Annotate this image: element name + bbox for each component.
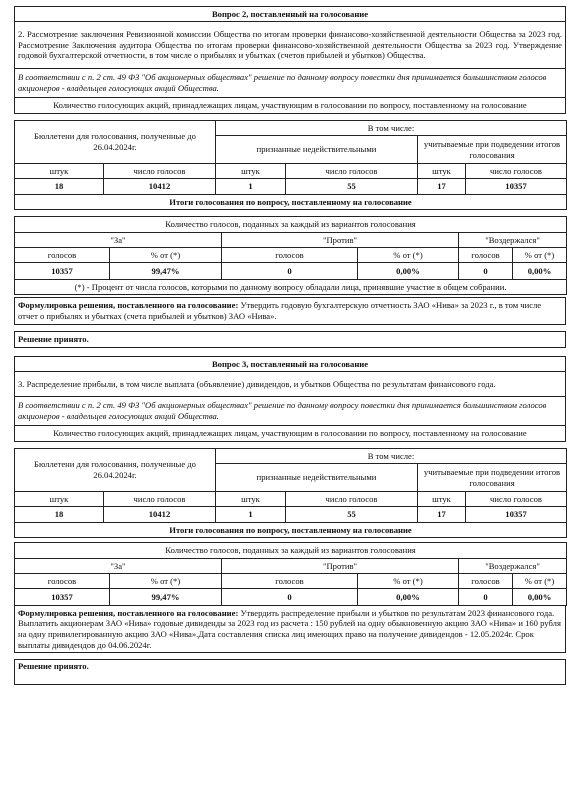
col-header: число голосов — [104, 164, 216, 179]
col-header: штук — [216, 164, 286, 179]
q3-formula-block — [14, 606, 566, 653]
col-header: % от (*) — [110, 248, 222, 263]
col-header: число голосов — [104, 492, 216, 507]
q2-against-pct: 0,00% — [358, 263, 459, 280]
q2-invalid-label: признанные недействительными — [216, 136, 418, 164]
q2-ballots-votes: 10412 — [104, 179, 216, 195]
q2-in-that: В том числе: — [216, 121, 567, 136]
q2-abstain-pct: 0,00% — [513, 263, 567, 280]
q2-votes-caption: Количество голосующих акций, принадлежащих лицам, участвующим в голосовании по вопросу, поставленному на голосование — [15, 98, 566, 114]
q2-counted-votes: 10357 — [466, 179, 567, 195]
q2-counted-pcs: 17 — [418, 179, 466, 195]
q2-formula — [15, 298, 566, 325]
q3-counted-votes: 10357 — [466, 507, 567, 523]
col-header: голосов — [459, 574, 513, 589]
q3-against-header: "Против" — [222, 559, 459, 574]
col-header: голосов — [15, 248, 110, 263]
q2-title: Вопрос 2, поставленный на голосование — [15, 7, 566, 22]
q2-for-votes: 10357 — [15, 263, 110, 280]
col-header: штук — [216, 492, 286, 507]
q2-invalid-votes: 55 — [286, 179, 418, 195]
q2-formula-block — [14, 297, 566, 325]
q3-votes-caption: Количество голосующих акций, принадлежащих лицам, участвующим в голосовании по вопросу, поставленному на голосование — [15, 426, 566, 442]
col-header: % от (*) — [358, 248, 459, 263]
q3-formula — [15, 606, 566, 653]
q3-for-votes: 10357 — [15, 589, 110, 606]
q2-against-votes: 0 — [222, 263, 358, 280]
q2-ballots-label: Бюллетени для голосования, полученные до 26.04.2024г. — [15, 121, 216, 164]
q3-abstain-votes: 0 — [459, 589, 513, 606]
col-header: голосов — [459, 248, 513, 263]
q2-results-title: Итоги голосования по вопросу, поставленному на голосование — [15, 195, 567, 210]
q3-against-pct: 0,00% — [358, 589, 459, 606]
col-header: число голосов — [466, 492, 567, 507]
q3-law-note: В соответствии с п. 2 ст. 49 ФЗ "Об акционерных обществах" решение по данному вопросу повестки дня принимается большинством голосов акционеров - владельцев голосующих акций Общества. — [15, 397, 566, 426]
col-header: голосов — [15, 574, 110, 589]
q2-block — [14, 6, 566, 114]
col-header: штук — [418, 492, 466, 507]
q3-counted-pcs: 17 — [418, 507, 466, 523]
q3-text: 3. Распределение прибыли, в том числе выплата (объявление) дивидендов, и убытков Общества по результатам финансового года. — [15, 372, 566, 397]
q2-formula-text: Утвердить годовую бухгалтерскую отчетность ЗАО «Нива» за 2023 г., в том числе отчет о прибылях и убытках (счета прибылей и убытков) ЗАО «Нива». — [18, 300, 542, 321]
q2-abstain-votes: 0 — [459, 263, 513, 280]
q3-ballots-label: Бюллетени для голосования, полученные до 26.04.2024г. — [15, 449, 216, 492]
q3-invalid-label: признанные недействительными — [216, 464, 418, 492]
q3-in-that: В том числе: — [216, 449, 567, 464]
q2-formula-label: Формулировка решения, поставленного на голосование: — [18, 300, 239, 311]
q2-decision-block — [14, 331, 566, 348]
q3-for-header: "За" — [15, 559, 222, 574]
q3-ballots-table — [14, 448, 567, 538]
col-header: число голосов — [466, 164, 567, 179]
q3-count-caption: Количество голосов, поданных за каждый из вариантов голосования — [15, 543, 567, 559]
col-header: штук — [15, 492, 104, 507]
q2-for-header: "За" — [15, 233, 222, 248]
q3-block — [14, 356, 566, 442]
col-header: % от (*) — [110, 574, 222, 589]
q3-formula-label: Формулировка решения, поставленного на голосование: — [18, 607, 239, 618]
q3-results-table — [14, 542, 567, 606]
col-header: штук — [418, 164, 466, 179]
q3-ballots-pcs: 18 — [15, 507, 104, 523]
col-header: штук — [15, 164, 104, 179]
q3-decision: Решение принято. — [15, 660, 566, 685]
q2-against-header: "Против" — [222, 233, 459, 248]
q2-abstain-header: "Воздержался" — [459, 233, 567, 248]
q3-title: Вопрос 3, поставленный на голосование — [15, 357, 566, 372]
col-header: голосов — [222, 574, 358, 589]
q3-abstain-pct: 0,00% — [513, 589, 567, 606]
q3-abstain-header: "Воздержался" — [459, 559, 567, 574]
q2-invalid-pcs: 1 — [216, 179, 286, 195]
q2-ballots-table — [14, 120, 567, 210]
q2-count-caption: Количество голосов, поданных за каждый из вариантов голосования — [15, 217, 567, 233]
q2-footnote: (*) - Процент от числа голосов, которыми по данному вопросу обладали лица, принявшие участие в общем собрании. — [15, 280, 567, 295]
col-header: % от (*) — [358, 574, 459, 589]
q3-decision-block — [14, 659, 566, 685]
q2-text: 2. Рассмотрение заключения Ревизионной комиссии Общества по итогам проверки финансово-хозяйственной деятельности Общества за 2023 год. Рассмотрение Заключения аудитора Общества по итогам проверки финансово-хозяйственной деятельности Общества за 2023 год. Утверждение годовой бухгалтерской отчетности, в том числе о прибылях и убытках (счетов прибылей и убытков) Общества. — [15, 22, 566, 69]
q2-law-note: В соответствии с п. 2 ст. 49 ФЗ "Об акционерных обществах" решение по данному вопросу повестки дня принимается большинством голосов акционеров - владельцев голосующих акций Общества. — [15, 69, 566, 98]
q3-invalid-pcs: 1 — [216, 507, 286, 523]
q2-decision: Решение принято. — [15, 332, 566, 348]
col-header: число голосов — [286, 164, 418, 179]
q2-counted-label: учитываемые при подведении итогов голосования — [418, 136, 567, 164]
q2-ballots-pcs: 18 — [15, 179, 104, 195]
col-header: голосов — [222, 248, 358, 263]
q2-results-table — [14, 216, 567, 295]
q3-results-title: Итоги голосования по вопросу, поставленному на голосование — [15, 523, 567, 538]
q3-counted-label: учитываемые при подведении итогов голосования — [418, 464, 567, 492]
q3-against-votes: 0 — [222, 589, 358, 606]
q3-for-pct: 99,47% — [110, 589, 222, 606]
q2-for-pct: 99,47% — [110, 263, 222, 280]
q3-invalid-votes: 55 — [286, 507, 418, 523]
document-page — [14, 6, 566, 685]
col-header: % от (*) — [513, 248, 567, 263]
col-header: число голосов — [286, 492, 418, 507]
q3-ballots-votes: 10412 — [104, 507, 216, 523]
col-header: % от (*) — [513, 574, 567, 589]
q3-formula-text: Утвердить распределение прибыли и убытков по результатам 2023 финансового года. Выплатить акционерам ЗАО «Нива» годовые дивиденды за 2023 год из расчета : 150 рублей на одну обыкновенную акцию ЗАО «Нива» и 160 рубля на одну привилегированную акцию ЗАО «Нива».Дата составления списка лиц имеющих право на получение дивидендов - 12.05.2024г. Срок выплаты дивидендов до 04.06.2024г. — [18, 607, 561, 650]
